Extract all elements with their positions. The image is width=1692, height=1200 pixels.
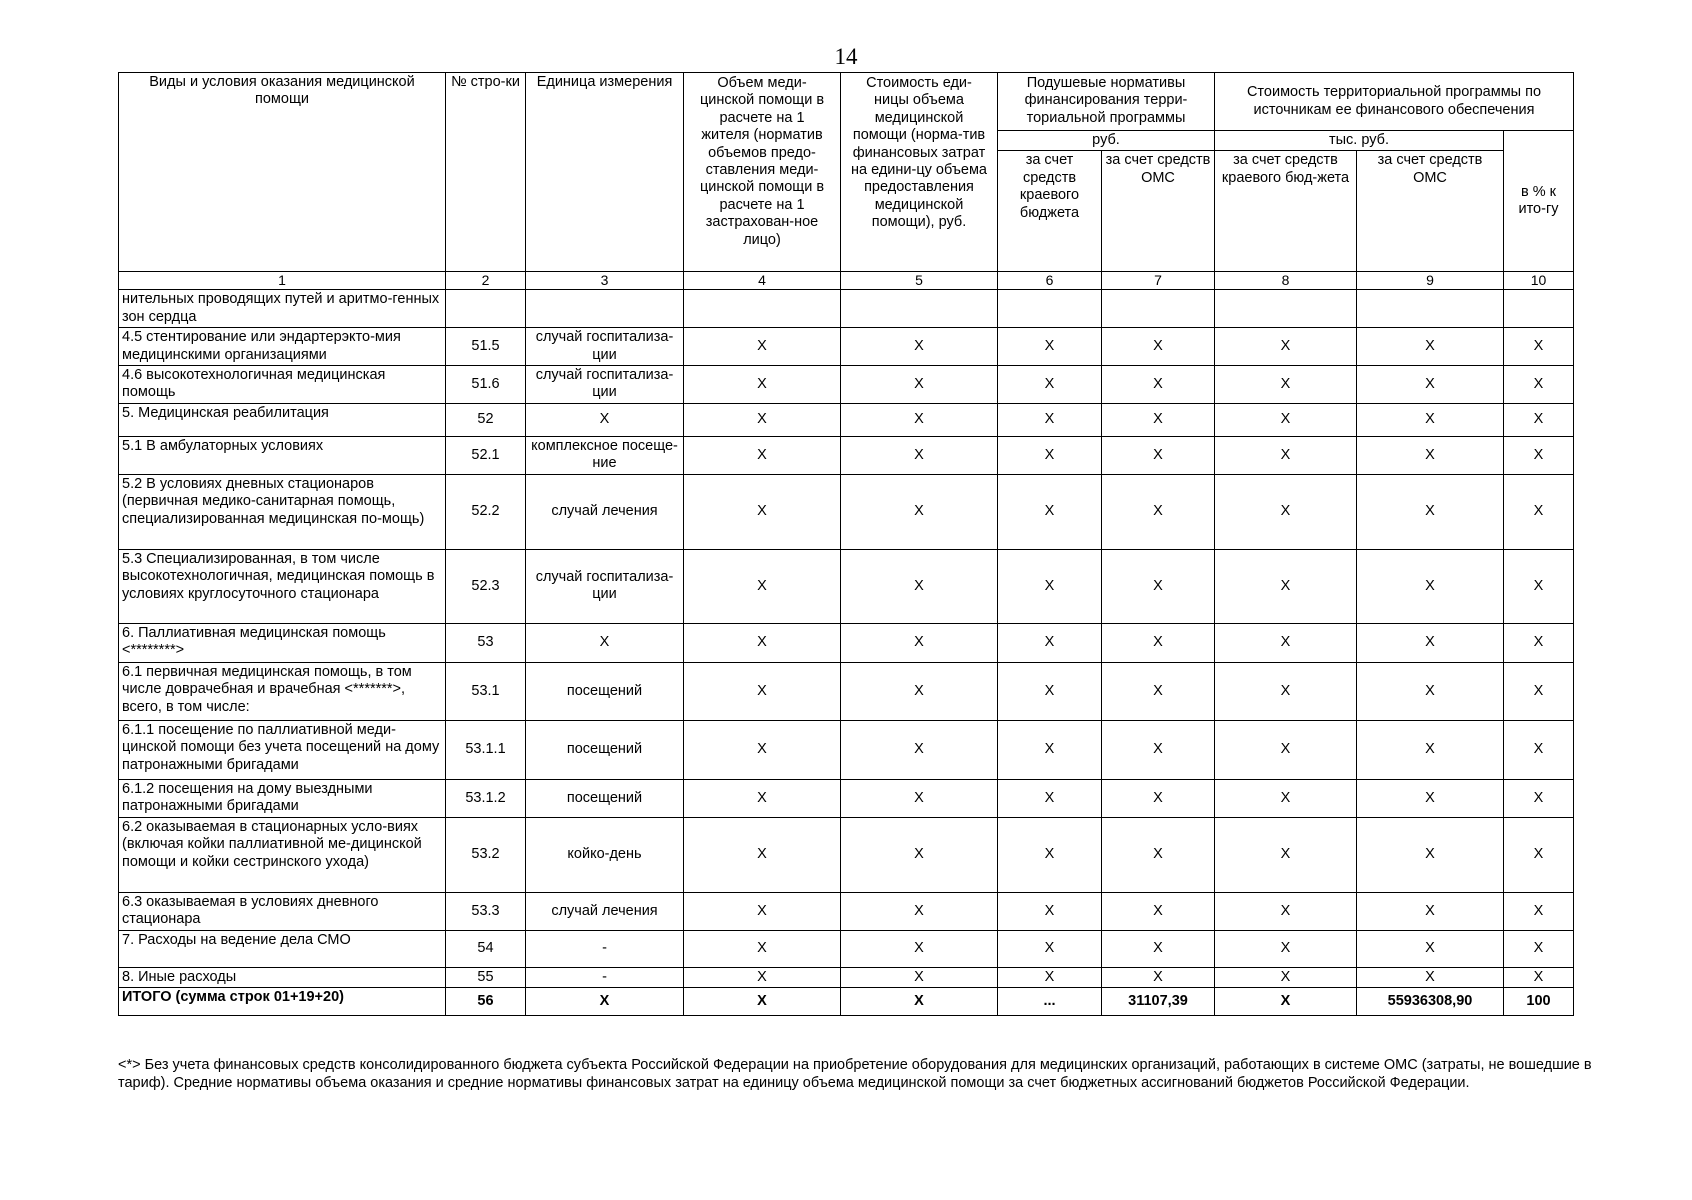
table-cell: случай лечения [526, 892, 684, 930]
header-program-cost: Стоимость территориальной программы по источникам ее финансового обеспечения [1215, 73, 1574, 131]
table-cell: Х [1504, 817, 1574, 892]
header-unit: Единица измерения [526, 73, 684, 272]
header-care-type: Виды и условия оказания медицинской помощи [119, 73, 446, 272]
table-cell: комплексное посеще-ние [526, 436, 684, 474]
table-cell: Х [998, 549, 1102, 623]
row-label: 5.3 Специализированная, в том числе высокотехнологичная, медицинская помощь в условиях круглосуточного стационара [119, 549, 446, 623]
table-cell: Х [1215, 892, 1357, 930]
table-cell: Х [1504, 892, 1574, 930]
table-body [119, 290, 1574, 1016]
table-cell [1102, 290, 1215, 328]
table-cell [1357, 290, 1504, 328]
table-cell: 53.1.2 [446, 779, 526, 817]
table-cell [684, 290, 841, 328]
table-cell: 100 [1504, 988, 1574, 1016]
table-cell: Х [1102, 436, 1215, 474]
table-cell: Х [684, 779, 841, 817]
table-cell [998, 290, 1102, 328]
table-cell: Х [1102, 662, 1215, 720]
column-number: 7 [1102, 272, 1215, 290]
table-cell: Х [684, 720, 841, 779]
table-cell: Х [1102, 328, 1215, 366]
table-cell: Х [1102, 779, 1215, 817]
table-cell: Х [1504, 720, 1574, 779]
table-cell: Х [1215, 662, 1357, 720]
table-cell: случай госпитализа-ции [526, 365, 684, 403]
table-cell: посещений [526, 720, 684, 779]
table-cell: 56 [446, 988, 526, 1016]
table-cell: Х [1215, 403, 1357, 436]
table-cell: Х [1102, 892, 1215, 930]
table-cell: Х [1357, 779, 1504, 817]
table-row [119, 436, 1574, 474]
table-cell: Х [1215, 436, 1357, 474]
table-cell: койко-день [526, 817, 684, 892]
table-cell: Х [998, 779, 1102, 817]
table-cell: Х [1215, 988, 1357, 1016]
table-cell: Х [1102, 817, 1215, 892]
column-number: 4 [684, 272, 841, 290]
table-cell: Х [684, 892, 841, 930]
table-cell: посещений [526, 779, 684, 817]
table-cell: - [526, 930, 684, 967]
table-cell: 55936308,90 [1357, 988, 1504, 1016]
table-cell: Х [841, 779, 998, 817]
row-label: нительных проводящих путей и аритмо-генных зон сердца [119, 290, 446, 328]
table-cell: Х [1357, 623, 1504, 662]
table-cell: Х [998, 892, 1102, 930]
table-cell: Х [1357, 474, 1504, 549]
table-row [119, 365, 1574, 403]
table-cell: Х [841, 328, 998, 366]
row-label: 6.2 оказываемая в стационарных усло-виях (включая койки паллиативной ме-дицинской помощи и койки сестринского ухода) [119, 817, 446, 892]
table-cell: Х [1504, 403, 1574, 436]
table-cell: Х [998, 720, 1102, 779]
table-cell: Х [684, 328, 841, 366]
table-cell: Х [1102, 623, 1215, 662]
table-cell: Х [1102, 967, 1215, 987]
table-cell: 52.1 [446, 436, 526, 474]
table-cell: Х [684, 662, 841, 720]
page-number: 14 [834, 44, 858, 69]
table-cell: Х [998, 328, 1102, 366]
table-cell: Х [1504, 328, 1574, 366]
row-label: 5. Медицинская реабилитация [119, 403, 446, 436]
table-cell: Х [841, 930, 998, 967]
table-cell: Х [1357, 930, 1504, 967]
table-cell: Х [1102, 474, 1215, 549]
table-row [119, 474, 1574, 549]
table-cell: Х [841, 365, 998, 403]
table-row [119, 988, 1574, 1016]
footnote: <*> Без учета финансовых средств консолидированного бюджета субъекта Российской Федерации на приобретение оборудования для медицинских организаций, работающих в системе ОМС (затраты, не вошедшие в тариф). Средние нормативы объема оказания и средние нормативы финансовых затрат на единицу объема медицинской помощи за счет бюджетных ассигнований бюджетов Российской Федерации. [118, 1057, 1592, 1092]
table-cell: Х [526, 403, 684, 436]
table-cell: Х [684, 930, 841, 967]
table-cell: 55 [446, 967, 526, 987]
table-cell [446, 290, 526, 328]
row-label: 6.1.2 посещения на дому выездными патронажными бригадами [119, 779, 446, 817]
table-cell: 53.1.1 [446, 720, 526, 779]
table-cell [1215, 290, 1357, 328]
table-header [119, 73, 1574, 290]
table-cell: 31107,39 [1102, 988, 1215, 1016]
table-cell: 53 [446, 623, 526, 662]
table-cell: Х [684, 403, 841, 436]
table-cell: Х [684, 967, 841, 987]
table-row [119, 328, 1574, 366]
table-row [119, 623, 1574, 662]
table-cell: Х [841, 817, 998, 892]
table-row [119, 967, 1574, 987]
table-cell: - [526, 967, 684, 987]
table-cell: Х [1102, 549, 1215, 623]
row-label: 6.1 первичная медицинская помощь, в том числе доврачебная и врачебная <*******>, всего, в том числе: [119, 662, 446, 720]
header-unit-cost: Стоимость еди-ницы объема медицинской помощи (норма-тив финансовых затрат на едини-цу объема предоставления медицинской помощи), руб. [841, 73, 998, 272]
table-cell: 52.3 [446, 549, 526, 623]
header-row-number: № стро-ки [446, 73, 526, 272]
column-number: 6 [998, 272, 1102, 290]
table-cell: Х [998, 365, 1102, 403]
program-cost-table [118, 72, 1574, 1016]
column-number: 9 [1357, 272, 1504, 290]
column-number: 8 [1215, 272, 1357, 290]
table-cell: Х [841, 403, 998, 436]
table-cell: Х [1357, 892, 1504, 930]
row-label: ИТОГО (сумма строк 01+19+20) [119, 988, 446, 1016]
table-row [119, 662, 1574, 720]
header-volume: Объем меди-цинской помощи в расчете на 1 жителя (норматив объемов предо-ставления меди-цинской помощи в расчете на 1 застрахован-ное лицо) [684, 73, 841, 272]
table-cell: Х [998, 474, 1102, 549]
table-cell: 51.5 [446, 328, 526, 366]
header-unit-rub: руб. [998, 131, 1215, 151]
table-cell: 52 [446, 403, 526, 436]
table-cell: Х [998, 967, 1102, 987]
table-cell: Х [1357, 436, 1504, 474]
table-cell: 53.1 [446, 662, 526, 720]
table-cell: 52.2 [446, 474, 526, 549]
table-cell: Х [1215, 328, 1357, 366]
table-cell: Х [841, 474, 998, 549]
table-cell: Х [1504, 930, 1574, 967]
table-cell: Х [1215, 623, 1357, 662]
row-label: 5.2 В условиях дневных стационаров (первичная медико-санитарная помощь, специализированная медицинская по-мощь) [119, 474, 446, 549]
table-cell: Х [1504, 779, 1574, 817]
table-cell: Х [684, 549, 841, 623]
table-row [119, 290, 1574, 328]
table-cell: Х [1357, 365, 1504, 403]
table-cell: Х [1504, 967, 1574, 987]
column-number: 1 [119, 272, 446, 290]
table-cell: Х [1215, 930, 1357, 967]
row-label: 6.3 оказываемая в условиях дневного стационара [119, 892, 446, 930]
table-cell: Х [1504, 549, 1574, 623]
table-row [119, 892, 1574, 930]
table-cell: посещений [526, 662, 684, 720]
table-cell: случай лечения [526, 474, 684, 549]
table-cell: Х [1357, 720, 1504, 779]
table-row [119, 403, 1574, 436]
header-cost-regional: за счет средств краевого бюд-жета [1215, 151, 1357, 272]
table-cell: Х [684, 365, 841, 403]
table-cell: Х [1215, 365, 1357, 403]
table-cell: Х [841, 892, 998, 930]
table-cell: Х [1357, 662, 1504, 720]
table-cell: Х [841, 549, 998, 623]
table-cell: Х [841, 623, 998, 662]
table-cell: случай госпитализа-ции [526, 328, 684, 366]
table-cell: Х [1215, 474, 1357, 549]
table-cell: Х [998, 662, 1102, 720]
table-row [119, 549, 1574, 623]
row-label: 8. Иные расходы [119, 967, 446, 987]
table-cell: Х [998, 817, 1102, 892]
table-cell: Х [841, 720, 998, 779]
table-cell: Х [684, 623, 841, 662]
table-cell: Х [841, 988, 998, 1016]
table-cell: Х [1357, 403, 1504, 436]
table-cell: 54 [446, 930, 526, 967]
table-cell: Х [841, 436, 998, 474]
table-cell: Х [1102, 930, 1215, 967]
table-cell: Х [684, 436, 841, 474]
table-cell: Х [1215, 817, 1357, 892]
table-cell: Х [1102, 365, 1215, 403]
table-cell: Х [841, 662, 998, 720]
table-cell: Х [1357, 549, 1504, 623]
table-cell: Х [526, 623, 684, 662]
table-cell: Х [1504, 474, 1574, 549]
row-label: 4.6 высокотехнологичная медицинская помощь [119, 365, 446, 403]
table-cell [841, 290, 998, 328]
header-per-capita-regional: за счет средств краевого бюджета [998, 151, 1102, 272]
header-per-capita-oms: за счет средств ОМС [1102, 151, 1215, 272]
table-cell: Х [998, 436, 1102, 474]
table-cell: Х [998, 403, 1102, 436]
table-cell: случай госпитализа-ции [526, 549, 684, 623]
table-cell: ... [998, 988, 1102, 1016]
table-cell [1504, 290, 1574, 328]
row-label: 5.1 В амбулаторных условиях [119, 436, 446, 474]
header-per-capita-norms: Подушевые нормативы финансирования терри-ториальной программы [998, 73, 1215, 131]
row-label: 6. Паллиативная медицинская помощь <********> [119, 623, 446, 662]
table-cell: 53.2 [446, 817, 526, 892]
table-cell: Х [684, 817, 841, 892]
table-cell: Х [684, 988, 841, 1016]
table-cell: Х [998, 623, 1102, 662]
table-cell: Х [998, 930, 1102, 967]
table-cell [526, 290, 684, 328]
table-cell: Х [1215, 779, 1357, 817]
table-cell: Х [1357, 817, 1504, 892]
header-cost-oms: за счет средств ОМС [1357, 151, 1504, 272]
table-cell: Х [1504, 436, 1574, 474]
table-cell: Х [1504, 662, 1574, 720]
table-cell: Х [1504, 623, 1574, 662]
row-label: 4.5 стентирование или эндартерэкто-мия медицинскими организациями [119, 328, 446, 366]
table-cell: Х [1215, 967, 1357, 987]
table-cell: Х [684, 474, 841, 549]
table-cell: Х [1504, 365, 1574, 403]
table-cell: Х [1215, 549, 1357, 623]
table-cell: Х [1357, 967, 1504, 987]
table-cell: Х [841, 967, 998, 987]
table-cell: Х [1102, 403, 1215, 436]
table-row [119, 779, 1574, 817]
table-cell: 51.6 [446, 365, 526, 403]
table-cell: Х [1215, 720, 1357, 779]
column-number: 5 [841, 272, 998, 290]
table-row [119, 817, 1574, 892]
table-cell: Х [526, 988, 684, 1016]
header-unit-thousand-rub: тыс. руб. [1215, 131, 1504, 151]
table-cell: Х [1357, 328, 1504, 366]
table-row [119, 930, 1574, 967]
row-label: 7. Расходы на ведение дела СМО [119, 930, 446, 967]
table-row [119, 720, 1574, 779]
column-number: 10 [1504, 272, 1574, 290]
column-number: 2 [446, 272, 526, 290]
column-number: 3 [526, 272, 684, 290]
table-cell: 53.3 [446, 892, 526, 930]
header-percent-total: в % к ито-гу [1504, 131, 1574, 272]
table-cell: Х [1102, 720, 1215, 779]
row-label: 6.1.1 посещение по паллиативной меди-цинской помощи без учета посещений на дому патронажными бригадами [119, 720, 446, 779]
